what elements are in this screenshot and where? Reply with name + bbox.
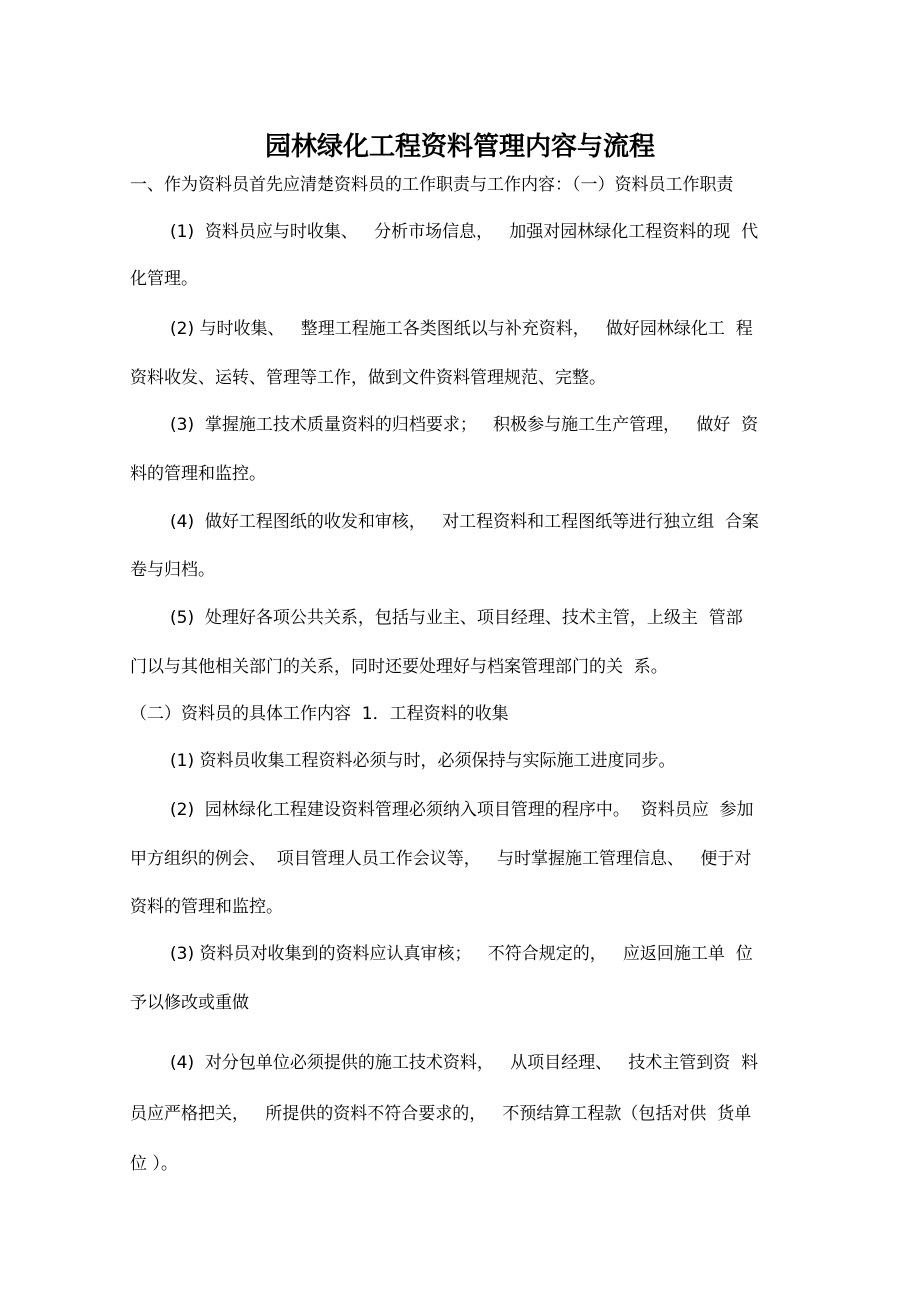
paragraph-line: (4) 做好工程图纸的收发和审核， 对工程资料和工程图纸等进行独立组 合案 bbox=[170, 512, 759, 532]
paragraph-line: 予以修改或重做 bbox=[130, 993, 249, 1013]
paragraph-line: (2) 园林绿化工程建设资料管理必须纳入项目管理的程序中。 资料员应 参加 bbox=[170, 800, 754, 820]
section-1-heading: 一、作为资料员首先应清楚资料员的工作职责与工作内容：（一）资料员工作职责 bbox=[130, 175, 734, 195]
paragraph-line: (3) 资料员对收集到的资料应认真审核； 不符合规定的， 应返回施工单 位 bbox=[170, 944, 753, 964]
paragraph-line: 甲方组织的例会、 项目管理人员工作会议等， 与时掌握施工管理信息、 便于对 bbox=[130, 849, 752, 869]
paragraph-line: 资料的管理和监控。 bbox=[130, 897, 283, 917]
paragraph-line: 资料收发、运转、管理等工作，做到文件资料管理规范、完整。 bbox=[130, 368, 606, 388]
paragraph-line: (1) 资料员应与时收集、 分析市场信息， 加强对园林绿化工程资料的现 代 bbox=[170, 222, 759, 242]
paragraph-line: (3) 掌握施工技术质量资料的归档要求； 积极参与施工生产管理， 做好 资 bbox=[170, 415, 759, 435]
document-title: 园林绿化工程资料管理内容与流程 bbox=[264, 132, 655, 163]
paragraph-line: 卷与归档。 bbox=[130, 560, 215, 580]
paragraph-line: (2) 与时收集、 整理工程施工各类图纸以与补充资料， 做好园林绿化工 程 bbox=[170, 319, 753, 339]
paragraph-line: (4) 对分包单位必须提供的施工技术资料， 从项目经理、 技术主管到资 料 bbox=[170, 1053, 759, 1073]
section-2-heading: （二）资料员的具体工作内容 1．工程资料的收集 bbox=[130, 704, 509, 724]
paragraph-line: (5) 处理好各项公共关系，包括与业主、项目经理、技术主管，上级主 管部 bbox=[170, 608, 743, 628]
paragraph-line: (1) 资料员收集工程资料必须与时，必须保持与实际施工进度同步。 bbox=[170, 751, 676, 771]
paragraph-line: 门以与其他相关部门的关系，同时还要处理好与档案管理部门的关 系。 bbox=[130, 657, 668, 677]
paragraph-line: 员应严格把关， 所提供的资料不符合要求的， 不预结算工程款（包括对供 货单 bbox=[130, 1104, 752, 1124]
paragraph-line: 料的管理和监控。 bbox=[130, 464, 266, 484]
paragraph-line: 位 ）。 bbox=[130, 1154, 178, 1174]
paragraph-line: 化管理。 bbox=[130, 269, 198, 289]
